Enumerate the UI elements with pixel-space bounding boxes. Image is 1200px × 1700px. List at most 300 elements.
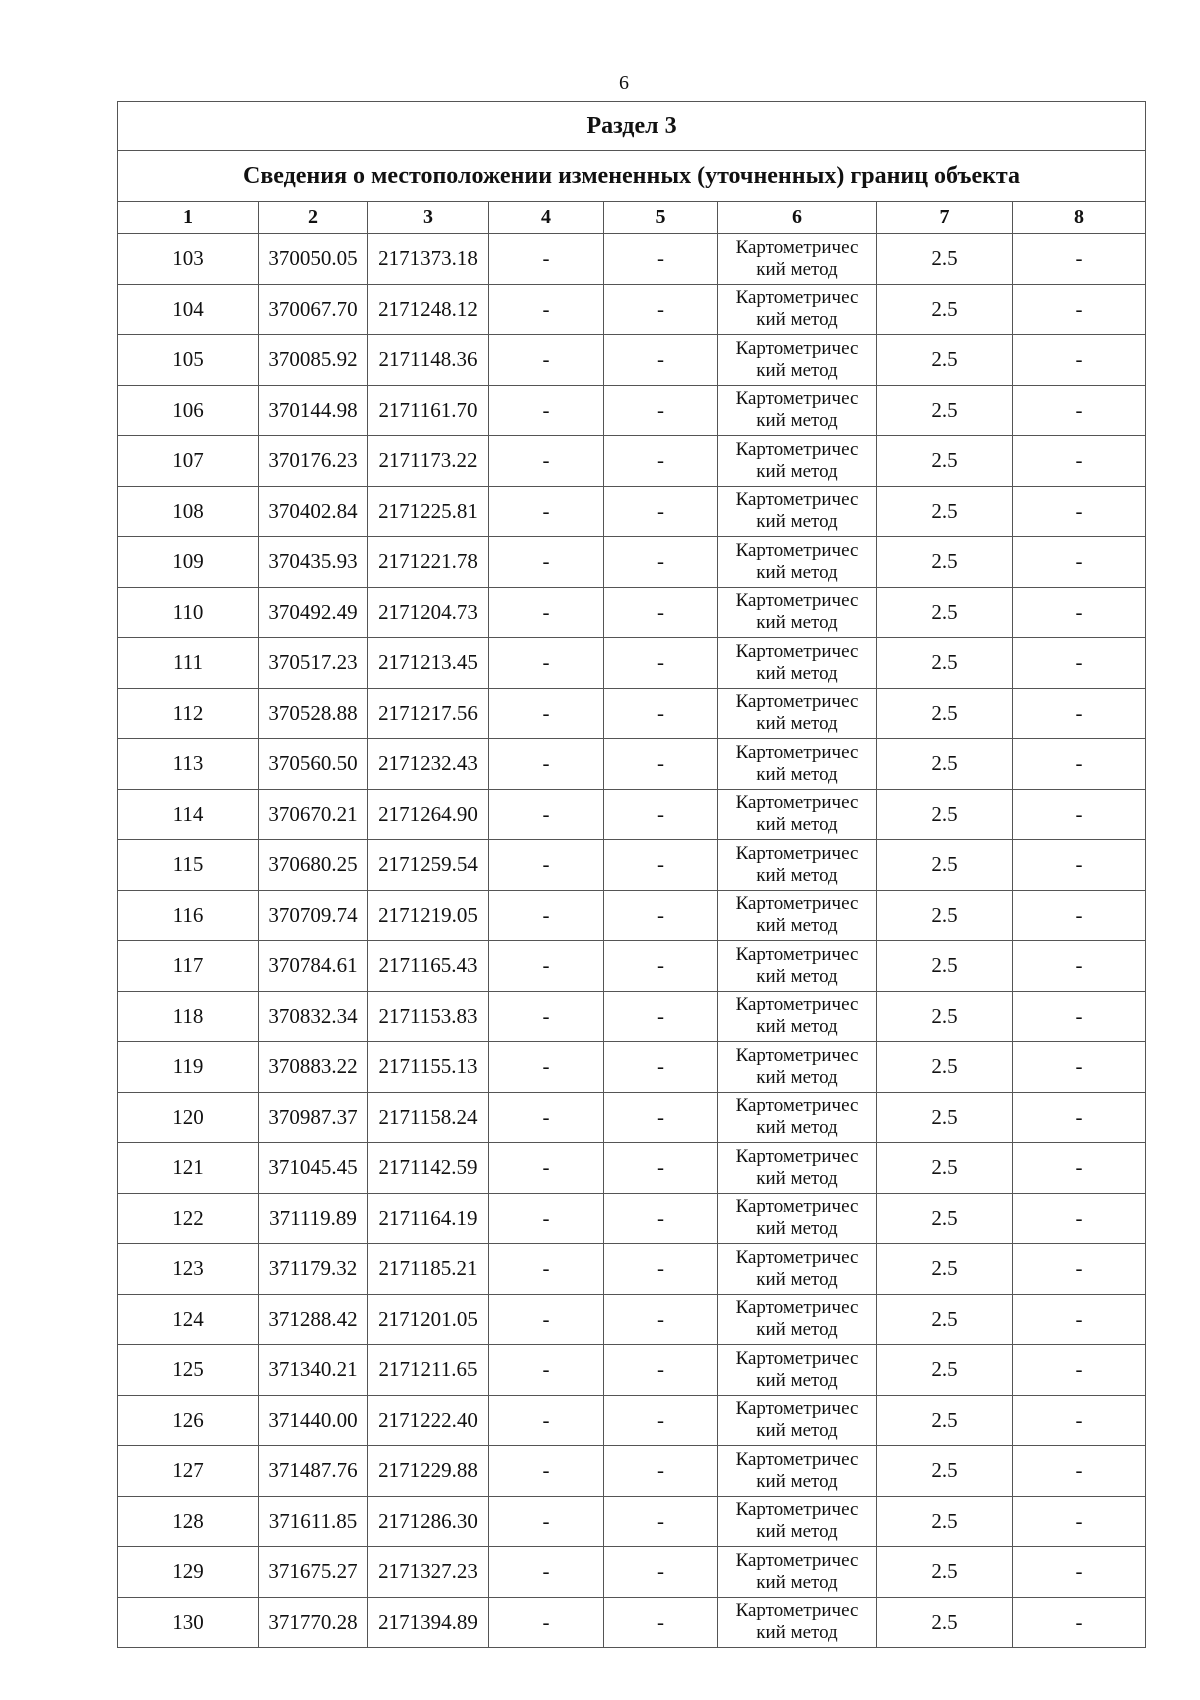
accuracy-value: 2.5 [877, 385, 1013, 436]
accuracy-value: 2.5 [877, 638, 1013, 689]
column-number: 1 [118, 202, 259, 234]
column-4-value: - [489, 234, 604, 285]
column-5-value: - [604, 486, 718, 537]
column-4-value: - [489, 385, 604, 436]
column-5-value: - [604, 284, 718, 335]
column-number: 7 [877, 202, 1013, 234]
column-8-value: - [1013, 1143, 1146, 1194]
page-number: 6 [619, 72, 629, 94]
coordinate-y: 2171217.56 [368, 688, 489, 739]
column-4-value: - [489, 1395, 604, 1446]
point-number: 111 [118, 638, 259, 689]
coordinate-x: 370883.22 [259, 1042, 368, 1093]
column-8-value: - [1013, 638, 1146, 689]
method-text-line-1: Картометричес [735, 1246, 859, 1268]
coordinate-x: 370709.74 [259, 890, 368, 941]
method-text-line-2: кий метод [756, 1016, 838, 1038]
method-text-line-2: кий метод [756, 1066, 838, 1088]
coordinate-x: 370144.98 [259, 385, 368, 436]
column-4-value: - [489, 486, 604, 537]
accuracy-value: 2.5 [877, 688, 1013, 739]
point-number: 120 [118, 1092, 259, 1143]
accuracy-value: 2.5 [877, 890, 1013, 941]
coordinate-x: 370176.23 [259, 436, 368, 487]
coordinate-x: 371045.45 [259, 1143, 368, 1194]
column-8-value: - [1013, 1345, 1146, 1396]
method-text-line-1: Картометричес [735, 388, 859, 410]
method-text-line-2: кий метод [756, 864, 838, 886]
method-text-line-1: Картометричес [735, 1499, 859, 1521]
method-cell [718, 840, 877, 891]
column-5-value: - [604, 587, 718, 638]
method-text-line-1: Картометричес [735, 741, 859, 763]
point-number: 130 [118, 1597, 259, 1648]
method-cell [718, 1496, 877, 1547]
method-text-line-1: Картометричес [735, 1549, 859, 1571]
point-number: 103 [118, 234, 259, 285]
method-text-line-2: кий метод [756, 1268, 838, 1290]
column-5-value: - [604, 789, 718, 840]
coordinate-x: 370517.23 [259, 638, 368, 689]
method-text-line-2: кий метод [756, 258, 838, 280]
accuracy-value: 2.5 [877, 1092, 1013, 1143]
accuracy-value: 2.5 [877, 1395, 1013, 1446]
coordinate-x: 371770.28 [259, 1597, 368, 1648]
table-row [118, 537, 1146, 588]
column-5-value: - [604, 1042, 718, 1093]
boundary-coordinates-table [117, 101, 1146, 1648]
table-row [118, 941, 1146, 992]
coordinate-x: 371179.32 [259, 1244, 368, 1295]
coordinate-y: 2171185.21 [368, 1244, 489, 1295]
method-cell [718, 1244, 877, 1295]
column-number: 6 [718, 202, 877, 234]
table-row [118, 1496, 1146, 1547]
coordinate-y: 2171164.19 [368, 1193, 489, 1244]
method-cell [718, 537, 877, 588]
method-text-line-2: кий метод [756, 1167, 838, 1189]
point-number: 123 [118, 1244, 259, 1295]
accuracy-value: 2.5 [877, 739, 1013, 790]
table-row [118, 284, 1146, 335]
method-text-line-1: Картометричес [735, 1145, 859, 1167]
coordinate-y: 2171394.89 [368, 1597, 489, 1648]
column-8-value: - [1013, 385, 1146, 436]
method-text-line-1: Картометричес [735, 691, 859, 713]
accuracy-value: 2.5 [877, 789, 1013, 840]
accuracy-value: 2.5 [877, 1345, 1013, 1396]
method-text-line-1: Картометричес [735, 337, 859, 359]
column-8-value: - [1013, 1042, 1146, 1093]
method-text-line-1: Картометричес [735, 994, 859, 1016]
method-cell [718, 1446, 877, 1497]
method-cell [718, 486, 877, 537]
column-4-value: - [489, 335, 604, 386]
method-text-line-2: кий метод [756, 1571, 838, 1593]
coordinate-y: 2171161.70 [368, 385, 489, 436]
coordinate-x: 370784.61 [259, 941, 368, 992]
table-row [118, 1143, 1146, 1194]
column-5-value: - [604, 1446, 718, 1497]
column-5-value: - [604, 335, 718, 386]
column-8-value: - [1013, 436, 1146, 487]
method-cell [718, 385, 877, 436]
column-8-value: - [1013, 335, 1146, 386]
coordinate-x: 370402.84 [259, 486, 368, 537]
section-title-row [118, 102, 1146, 151]
column-number: 5 [604, 202, 718, 234]
method-text-line-2: кий метод [756, 763, 838, 785]
method-cell [718, 234, 877, 285]
table-row [118, 385, 1146, 436]
column-8-value: - [1013, 1496, 1146, 1547]
method-text-line-2: кий метод [756, 965, 838, 987]
method-cell [718, 739, 877, 790]
method-cell [718, 688, 877, 739]
column-8-value: - [1013, 789, 1146, 840]
column-8-value: - [1013, 537, 1146, 588]
table-row [118, 587, 1146, 638]
column-4-value: - [489, 1547, 604, 1598]
column-8-value: - [1013, 1244, 1146, 1295]
column-4-value: - [489, 840, 604, 891]
method-text-line-1: Картометричес [735, 438, 859, 460]
column-8-value: - [1013, 840, 1146, 891]
method-cell [718, 284, 877, 335]
coordinate-x: 371340.21 [259, 1345, 368, 1396]
method-text-line-2: кий метод [756, 612, 838, 634]
point-number: 108 [118, 486, 259, 537]
method-text-line-1: Картометричес [735, 1297, 859, 1319]
accuracy-value: 2.5 [877, 941, 1013, 992]
method-text-line-2: кий метод [756, 359, 838, 381]
coordinate-x: 370680.25 [259, 840, 368, 891]
column-5-value: - [604, 1092, 718, 1143]
method-text-line-1: Картометричес [735, 1196, 859, 1218]
method-text-line-1: Картометричес [735, 1398, 859, 1420]
column-8-value: - [1013, 486, 1146, 537]
column-5-value: - [604, 1294, 718, 1345]
table-row [118, 436, 1146, 487]
coordinate-y: 2171213.45 [368, 638, 489, 689]
method-cell [718, 789, 877, 840]
column-4-value: - [489, 1294, 604, 1345]
table-row [118, 1294, 1146, 1345]
accuracy-value: 2.5 [877, 991, 1013, 1042]
column-4-value: - [489, 1042, 604, 1093]
method-cell [718, 1294, 877, 1345]
method-cell [718, 1092, 877, 1143]
column-4-value: - [489, 284, 604, 335]
coordinate-x: 371487.76 [259, 1446, 368, 1497]
column-8-value: - [1013, 890, 1146, 941]
column-5-value: - [604, 436, 718, 487]
table-row [118, 789, 1146, 840]
coordinate-x: 370067.70 [259, 284, 368, 335]
column-4-value: - [489, 991, 604, 1042]
coordinate-x: 371119.89 [259, 1193, 368, 1244]
method-cell [718, 638, 877, 689]
method-text-line-2: кий метод [756, 1369, 838, 1391]
method-cell [718, 436, 877, 487]
column-5-value: - [604, 1244, 718, 1295]
column-5-value: - [604, 1395, 718, 1446]
column-8-value: - [1013, 1092, 1146, 1143]
column-5-value: - [604, 1345, 718, 1396]
accuracy-value: 2.5 [877, 1597, 1013, 1648]
table-row [118, 486, 1146, 537]
column-5-value: - [604, 1597, 718, 1648]
table-row [118, 688, 1146, 739]
accuracy-value: 2.5 [877, 587, 1013, 638]
point-number: 128 [118, 1496, 259, 1547]
column-4-value: - [489, 1244, 604, 1295]
column-5-value: - [604, 739, 718, 790]
coordinate-y: 2171373.18 [368, 234, 489, 285]
column-5-value: - [604, 1143, 718, 1194]
coordinate-y: 2171264.90 [368, 789, 489, 840]
coordinate-y: 2171221.78 [368, 537, 489, 588]
method-text-line-1: Картометричес [735, 539, 859, 561]
method-cell [718, 335, 877, 386]
accuracy-value: 2.5 [877, 234, 1013, 285]
method-cell [718, 1395, 877, 1446]
column-8-value: - [1013, 1446, 1146, 1497]
method-cell [718, 1193, 877, 1244]
column-4-value: - [489, 739, 604, 790]
coordinate-y: 2171248.12 [368, 284, 489, 335]
coordinate-y: 2171158.24 [368, 1092, 489, 1143]
method-text-line-2: кий метод [756, 915, 838, 937]
column-4-value: - [489, 587, 604, 638]
coordinate-y: 2171153.83 [368, 991, 489, 1042]
coordinate-y: 2171142.59 [368, 1143, 489, 1194]
column-number: 2 [259, 202, 368, 234]
method-text-line-1: Картометричес [735, 893, 859, 915]
method-text-line-1: Картометричес [735, 792, 859, 814]
point-number: 129 [118, 1547, 259, 1598]
coordinate-y: 2171286.30 [368, 1496, 489, 1547]
accuracy-value: 2.5 [877, 1143, 1013, 1194]
point-number: 109 [118, 537, 259, 588]
column-5-value: - [604, 890, 718, 941]
column-4-value: - [489, 1446, 604, 1497]
column-8-value: - [1013, 739, 1146, 790]
coordinate-y: 2171148.36 [368, 335, 489, 386]
method-text-line-2: кий метод [756, 1117, 838, 1139]
point-number: 119 [118, 1042, 259, 1093]
point-number: 110 [118, 587, 259, 638]
method-text-line-2: кий метод [756, 662, 838, 684]
method-cell [718, 890, 877, 941]
coordinate-y: 2171225.81 [368, 486, 489, 537]
method-text-line-2: кий метод [756, 814, 838, 836]
method-text-line-1: Картометричес [735, 489, 859, 511]
point-number: 121 [118, 1143, 259, 1194]
coordinate-y: 2171201.05 [368, 1294, 489, 1345]
table-row [118, 739, 1146, 790]
point-number: 107 [118, 436, 259, 487]
column-number-row [118, 202, 1146, 234]
column-4-value: - [489, 789, 604, 840]
method-cell [718, 1547, 877, 1598]
method-text-line-1: Картометричес [735, 640, 859, 662]
point-number: 115 [118, 840, 259, 891]
accuracy-value: 2.5 [877, 436, 1013, 487]
accuracy-value: 2.5 [877, 1547, 1013, 1598]
point-number: 127 [118, 1446, 259, 1497]
column-4-value: - [489, 436, 604, 487]
column-8-value: - [1013, 1597, 1146, 1648]
method-text-line-1: Картометричес [735, 1044, 859, 1066]
coordinate-y: 2171155.13 [368, 1042, 489, 1093]
column-8-value: - [1013, 234, 1146, 285]
method-cell [718, 1345, 877, 1396]
column-8-value: - [1013, 1294, 1146, 1345]
coordinate-y: 2171259.54 [368, 840, 489, 891]
column-8-value: - [1013, 1547, 1146, 1598]
method-text-line-1: Картометричес [735, 1600, 859, 1622]
column-5-value: - [604, 941, 718, 992]
table-row [118, 840, 1146, 891]
column-8-value: - [1013, 688, 1146, 739]
method-text-line-1: Картометричес [735, 590, 859, 612]
coordinate-x: 371611.85 [259, 1496, 368, 1547]
column-4-value: - [489, 1345, 604, 1396]
table-row [118, 1547, 1146, 1598]
point-number: 118 [118, 991, 259, 1042]
point-number: 114 [118, 789, 259, 840]
method-cell [718, 1143, 877, 1194]
table-row [118, 1395, 1146, 1446]
method-text-line-1: Картометричес [735, 1095, 859, 1117]
method-text-line-2: кий метод [756, 309, 838, 331]
method-text-line-2: кий метод [756, 1470, 838, 1492]
coordinate-y: 2171165.43 [368, 941, 489, 992]
table-row [118, 991, 1146, 1042]
method-text-line-1: Картометричес [735, 1448, 859, 1470]
column-4-value: - [489, 1597, 604, 1648]
method-text-line-2: кий метод [756, 1521, 838, 1543]
method-text-line-2: кий метод [756, 460, 838, 482]
coordinate-y: 2171211.65 [368, 1345, 489, 1396]
method-text-line-2: кий метод [756, 561, 838, 583]
accuracy-value: 2.5 [877, 840, 1013, 891]
column-8-value: - [1013, 991, 1146, 1042]
method-text-line-1: Картометричес [735, 287, 859, 309]
coordinate-x: 370832.34 [259, 991, 368, 1042]
column-5-value: - [604, 1193, 718, 1244]
column-4-value: - [489, 941, 604, 992]
method-text-line-2: кий метод [756, 1319, 838, 1341]
table-row [118, 1345, 1146, 1396]
coordinate-y: 2171229.88 [368, 1446, 489, 1497]
coordinate-x: 370987.37 [259, 1092, 368, 1143]
column-4-value: - [489, 638, 604, 689]
accuracy-value: 2.5 [877, 335, 1013, 386]
point-number: 126 [118, 1395, 259, 1446]
column-4-value: - [489, 688, 604, 739]
column-4-value: - [489, 1143, 604, 1194]
column-5-value: - [604, 234, 718, 285]
coordinate-x: 371675.27 [259, 1547, 368, 1598]
column-8-value: - [1013, 1395, 1146, 1446]
accuracy-value: 2.5 [877, 537, 1013, 588]
column-8-value: - [1013, 1193, 1146, 1244]
column-5-value: - [604, 385, 718, 436]
column-5-value: - [604, 537, 718, 588]
column-4-value: - [489, 537, 604, 588]
accuracy-value: 2.5 [877, 284, 1013, 335]
coordinate-x: 370085.92 [259, 335, 368, 386]
table-row [118, 1244, 1146, 1295]
method-cell [718, 941, 877, 992]
coordinate-x: 370528.88 [259, 688, 368, 739]
coordinate-y: 2171204.73 [368, 587, 489, 638]
coordinate-x: 370560.50 [259, 739, 368, 790]
column-4-value: - [489, 890, 604, 941]
column-number: 8 [1013, 202, 1146, 234]
column-number: 4 [489, 202, 604, 234]
coordinate-x: 370670.21 [259, 789, 368, 840]
accuracy-value: 2.5 [877, 486, 1013, 537]
table-row [118, 638, 1146, 689]
method-text-line-2: кий метод [756, 410, 838, 432]
column-8-value: - [1013, 941, 1146, 992]
table-row [118, 234, 1146, 285]
coordinate-x: 371288.42 [259, 1294, 368, 1345]
column-4-value: - [489, 1496, 604, 1547]
column-4-value: - [489, 1092, 604, 1143]
point-number: 106 [118, 385, 259, 436]
coordinate-x: 370050.05 [259, 234, 368, 285]
point-number: 122 [118, 1193, 259, 1244]
column-5-value: - [604, 1496, 718, 1547]
column-5-value: - [604, 1547, 718, 1598]
method-cell [718, 1042, 877, 1093]
column-5-value: - [604, 840, 718, 891]
point-number: 124 [118, 1294, 259, 1345]
point-number: 117 [118, 941, 259, 992]
column-5-value: - [604, 688, 718, 739]
section-subtitle: Сведения о местоположении измененных (уточненных) границ объекта [118, 151, 1146, 202]
method-text-line-2: кий метод [756, 1420, 838, 1442]
coordinate-x: 370492.49 [259, 587, 368, 638]
point-number: 104 [118, 284, 259, 335]
coordinate-x: 371440.00 [259, 1395, 368, 1446]
coordinate-y: 2171327.23 [368, 1547, 489, 1598]
table-row [118, 1193, 1146, 1244]
point-number: 113 [118, 739, 259, 790]
method-text-line-1: Картометричес [735, 236, 859, 258]
column-8-value: - [1013, 587, 1146, 638]
coordinate-y: 2171222.40 [368, 1395, 489, 1446]
method-text-line-1: Картометричес [735, 1347, 859, 1369]
table-row [118, 1597, 1146, 1648]
point-number: 125 [118, 1345, 259, 1396]
method-cell [718, 991, 877, 1042]
table-row [118, 1446, 1146, 1497]
method-text-line-2: кий метод [756, 713, 838, 735]
method-text-line-1: Картометричес [735, 943, 859, 965]
accuracy-value: 2.5 [877, 1294, 1013, 1345]
method-cell [718, 1597, 877, 1648]
coordinate-y: 2171173.22 [368, 436, 489, 487]
column-number: 3 [368, 202, 489, 234]
method-text-line-2: кий метод [756, 511, 838, 533]
method-text-line-2: кий метод [756, 1218, 838, 1240]
column-5-value: - [604, 991, 718, 1042]
